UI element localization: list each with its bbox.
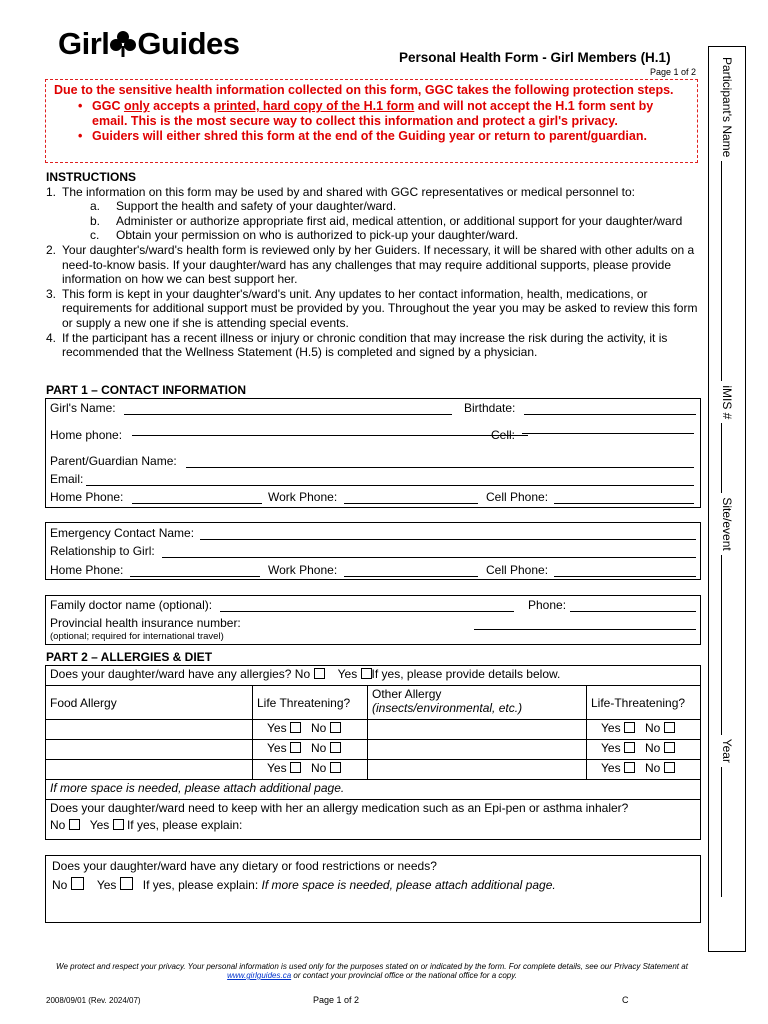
food-allergy-cell[interactable] [46,720,253,740]
allergies-yes-checkbox[interactable] [361,668,372,679]
emergency-work-phone-field[interactable] [344,564,478,577]
privacy-warning-box [45,79,698,163]
participant-name-field[interactable] [722,161,733,381]
instructions-section [46,170,702,360]
birthdate-field[interactable] [524,402,696,415]
instruction-1a: a. Support the health and safety of your daughter/ward. [90,199,397,214]
warning-list [54,99,689,144]
parent-home-phone-label: Home Phone: [50,490,124,504]
instruction-1b: b. Administer or authorize appropriate first aid, medical attention, or additional support for your daughter/ward [90,213,683,228]
participant-name-label: Participant's Name [720,57,734,158]
part1-heading: PART 1 – CONTACT INFORMATION [46,383,246,397]
doctor-phone-field[interactable] [570,599,696,612]
site-event-label: Site/event [720,497,734,551]
emergency-cell-phone-label: Cell Phone: [486,563,549,577]
imis-field[interactable] [722,423,733,493]
health-insurance-field[interactable] [474,617,696,630]
girl-guides-logo [58,26,240,62]
food-life-yes-checkbox[interactable] [290,742,301,753]
allergy-row: Yes No Yes No [46,760,701,780]
col-other-allergy: Other Allergy (insects/environmental, etc.) [368,686,587,720]
instruction-2: 2. Your daughter's/ward's health form is reviewed only by her Guiders. If necessary, it will be shared with other adults on a need-to-know basis. If your daughter/ward has any challenges that may require additional supports, please provide information on how we can best support her. [46,242,695,287]
parent-home-phone-field[interactable] [132,491,262,504]
year-label: Year [720,738,734,763]
emergency-contact-box [45,522,701,580]
emergency-home-phone-field[interactable] [130,564,260,577]
doctor-label: Family doctor name (optional): [50,598,213,612]
more-space-note: If more space is needed, please attach additional page. [46,780,701,800]
emergency-cell-phone-field[interactable] [554,564,696,577]
emergency-work-phone-label: Work Phone: [268,563,338,577]
site-event-field[interactable] [722,555,733,735]
part2-heading: PART 2 – ALLERGIES & DIET [46,650,213,664]
cell-label: Cell: [491,428,516,442]
other-life-no-checkbox[interactable] [664,722,675,733]
revision-date: 2008/09/01 (Rev. 2024/07) [46,996,141,1005]
medication-yes-checkbox[interactable] [113,819,124,830]
other-life-yes-checkbox[interactable] [624,722,635,733]
trefoil-icon [110,30,136,58]
other-allergy-cell[interactable] [368,760,587,780]
privacy-footer: We protect and respect your privacy. Your personal information is used only for the purposes stated on or indicated by the form. For complete details, see our Privacy Statement at www.girlguides.ca or contact your provincial office or the national office for a copy. [56,962,688,980]
email-field[interactable] [86,473,694,486]
food-life-yes-checkbox[interactable] [290,722,301,733]
form-code: C [622,995,629,1005]
food-life-no-checkbox[interactable] [330,762,341,773]
girlguides-link[interactable]: www.girlguides.ca [227,971,292,980]
parent-name-label: Parent/Guardian Name: [50,454,177,468]
emergency-name-label: Emergency Contact Name: [50,526,195,540]
col-life-threatening: Life Threatening? [253,686,368,720]
other-life-no-checkbox[interactable] [664,742,675,753]
other-life-no-checkbox[interactable] [664,762,675,773]
cell-field[interactable] [522,421,694,434]
food-life-yes-checkbox[interactable] [290,762,301,773]
dietary-yes-checkbox[interactable] [120,877,133,890]
warning-bullet-1: • GGC only accepts a printed, hard copy of the H.1 form and will not accept the H.1 form sent by email. This is the most secure way to collect this information and protect a girl's privacy. [92,99,689,129]
dietary-question: Does your daughter/ward have any dietary or food restrictions or needs? [52,859,437,873]
health-insurance-label: Provincial health insurance number: [50,616,241,630]
allergy-table [45,665,701,840]
allergies-no-checkbox[interactable] [314,668,325,679]
work-phone-label: Work Phone: [268,490,338,504]
instruction-1c: c. Obtain your permission on who is authorized to pick-up your daughter/ward. [90,228,519,243]
food-allergy-cell[interactable] [46,760,253,780]
other-life-yes-checkbox[interactable] [624,742,635,753]
health-insurance-note: (optional; required for international travel) [50,631,224,642]
food-allergy-cell[interactable] [46,740,253,760]
instruction-3: 3. This form is kept in your daughter's/ward's unit. Any updates to her contact information, health, medications, or requirements for additional support must be provided by you. Throughout the year you may be asked to review this form or supply a new one if she is attending special events. [46,286,698,330]
instruction-1: 1. The information on this form may be used by and shared with GGC representatives or medical personnel to: [46,184,635,199]
contact-info-box [45,398,701,508]
allergy-row: Yes No Yes No [46,740,701,760]
other-allergy-cell[interactable] [368,740,587,760]
medication-question-cell: Does your daughter/ward need to keep with her an allergy medication such as an Epi-pen or asthma inhaler? No Yes If yes, please explain: [46,800,701,840]
page-indicator-bottom: Page 1 of 2 [313,995,360,1005]
logo-text-girl: Girl [58,26,110,61]
allergies-question-row: Does your daughter/ward have any allergies? No Yes If yes, please provide details below. [46,666,701,686]
girls-name-field[interactable] [124,402,452,415]
year-field[interactable] [722,767,733,897]
email-label: Email: [50,472,84,486]
instruction-4: 4. If the participant has a recent illness or injury or chronic condition that may increase the risk during the activity, it is recommended that the Wellness Statement (H.5) is completed and signed by a physician. [46,330,668,360]
parent-name-field[interactable] [186,455,694,468]
medication-no-checkbox[interactable] [69,819,80,830]
home-phone-label: Home phone: [50,428,123,442]
dietary-options: No Yes If yes, please explain: If more space is needed, please attach additional page. [52,878,556,892]
allergy-row: Yes No Yes No [46,720,701,740]
warning-bullet-2: • Guiders will either shred this form at the end of the Guiding year or return to parent/guardian. [92,129,689,144]
relationship-field[interactable] [162,545,696,558]
emergency-home-phone-label: Home Phone: [50,563,124,577]
relationship-label: Relationship to Girl: [50,544,155,558]
warning-intro: Due to the sensitive health information collected on this form, GGC takes the following protection steps. [54,83,674,97]
birthdate-label: Birthdate: [464,401,516,415]
work-phone-field[interactable] [344,491,478,504]
form-title: Personal Health Form - Girl Members (H.1) [399,50,671,65]
doctor-phone-label: Phone: [528,598,567,612]
col-life-threatening-2: Life-Threatening? [587,686,701,720]
other-allergy-cell[interactable] [368,720,587,740]
doctor-info-box [45,595,701,645]
col-food-allergy: Food Allergy [46,686,253,720]
home-phone-field[interactable] [132,423,528,436]
food-life-no-checkbox[interactable] [330,722,341,733]
dietary-box [45,855,701,923]
cell-phone-field[interactable] [554,491,694,504]
instructions-heading: INSTRUCTIONS [46,170,136,184]
other-life-yes-checkbox[interactable] [624,762,635,773]
participant-side-strip [708,46,746,952]
page-indicator-top: Page 1 of 2 [650,67,697,77]
girls-name-label: Girl's Name: [50,401,116,415]
imis-label: iMIS # [720,385,734,420]
cell-phone-label: Cell Phone: [486,490,549,504]
doctor-field[interactable] [220,599,514,612]
emergency-name-field[interactable] [200,527,696,540]
dietary-no-checkbox[interactable] [71,877,84,890]
logo-text-guides: Guides [137,26,240,61]
food-life-no-checkbox[interactable] [330,742,341,753]
